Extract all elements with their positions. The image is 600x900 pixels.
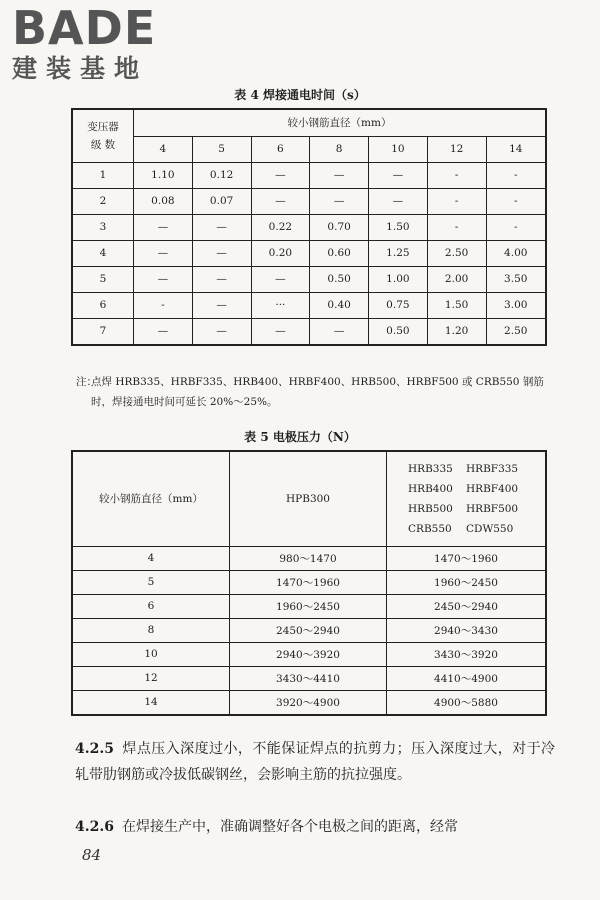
logo [12, 1, 157, 84]
table5 [71, 450, 547, 716]
table5-caption: 表 5 电极压力（N） [244, 430, 356, 444]
table5-hpb-cell: 1470～1960 [230, 570, 387, 594]
table5-diameter-cell: 5 [72, 570, 230, 594]
table4-value-cell: 1.10 [134, 162, 193, 188]
table5-hpb-cell: 980～1470 [230, 546, 387, 570]
table4-value-cell: — [310, 188, 369, 214]
table-row [72, 594, 546, 618]
table-row [72, 162, 546, 188]
table4-grade-cell: 2 [72, 188, 134, 214]
table4-value-cell: 1.25 [369, 240, 428, 266]
table4-grade-cell: 5 [72, 266, 134, 292]
table4-value-cell: — [369, 162, 428, 188]
table4-value-cell: - [134, 292, 193, 318]
table4-diameter-cell: 4 [134, 136, 193, 162]
table5-col1-header: 较小钢筋直径（mm） [72, 451, 230, 546]
table-row [72, 618, 546, 642]
steel-grade: CDW550 [466, 522, 514, 535]
paragraph-text: 焊点压入深度过小，不能保证焊点的抗剪力；压入深度过大，对于冷轧带肋钢筋或冷拔低碳钢丝，会影响主筋的抗拉强度。 [75, 741, 555, 783]
table5-hrb-cell: 4900～5880 [387, 690, 547, 715]
table-row [72, 292, 546, 318]
table4-diameter-cell: 8 [310, 136, 369, 162]
table5-hrb-cell: 1470～1960 [387, 546, 547, 570]
table5-hpb-cell: 2940～3920 [230, 642, 387, 666]
steel-grade: HRB500 [408, 502, 453, 515]
table4-value-cell: — [192, 292, 251, 318]
table5-hrb-cell: 1960～2450 [387, 570, 547, 594]
table5-col2-header: HPB300 [230, 451, 387, 546]
steel-grade: HRB335 [408, 462, 453, 475]
table4-value-cell: — [192, 266, 251, 292]
table-row [72, 266, 546, 292]
table4-value-cell: 4.00 [486, 240, 546, 266]
steel-grade: CRB550 [408, 522, 452, 535]
table5-diameter-cell: 10 [72, 642, 230, 666]
table4-diameter-cell: 6 [251, 136, 310, 162]
table4-value-cell: 0.50 [369, 318, 428, 345]
table-row [72, 240, 546, 266]
paragraph-4-2-5 [75, 736, 555, 788]
steel-grade-line [387, 459, 545, 479]
table4-value-cell: — [251, 188, 310, 214]
table5-hpb-cell: 1960～2450 [230, 594, 387, 618]
table4-value-cell: — [251, 318, 310, 345]
table4-value-cell: — [192, 318, 251, 345]
table5-col3-header [387, 451, 547, 546]
logo-subtitle: 建装基地 [12, 54, 149, 83]
table5-hrb-cell: 2450～2940 [387, 594, 547, 618]
table4-value-cell: — [134, 214, 193, 240]
table4-value-cell: - [486, 162, 546, 188]
table4-value-cell: — [251, 266, 310, 292]
table4-grade-cell: 7 [72, 318, 134, 345]
page-number: 84 [82, 846, 102, 864]
table4-value-cell: 2.00 [427, 266, 486, 292]
table4-grade-cell: 4 [72, 240, 134, 266]
table4-value-cell: - [427, 188, 486, 214]
table4-value-cell: 1.20 [427, 318, 486, 345]
table5-hpb-cell: 2450～2940 [230, 618, 387, 642]
steel-grade-line [387, 519, 545, 539]
steel-grade: HRB400 [408, 482, 453, 495]
table-row [72, 188, 546, 214]
table5-diameter-cell: 6 [72, 594, 230, 618]
table4-grade-cell: 6 [72, 292, 134, 318]
table4-grade-cell: 1 [72, 162, 134, 188]
table-row [72, 214, 546, 240]
table4-value-cell: 3.00 [486, 292, 546, 318]
table4-value-cell: 2.50 [427, 240, 486, 266]
table5-hpb-cell: 3920～4900 [230, 690, 387, 715]
table4-value-cell: — [134, 266, 193, 292]
table-row [72, 690, 546, 715]
paragraph-number: 4.2.5 [75, 741, 114, 757]
table5-diameter-cell: 4 [72, 546, 230, 570]
table4-value-cell: — [369, 188, 428, 214]
table4-diameter-group-header: 较小钢筋直径（mm） [134, 109, 547, 136]
table4-value-cell: 0.08 [134, 188, 193, 214]
table4-diameter-row [72, 136, 546, 162]
table4-diameter-cell: 12 [427, 136, 486, 162]
table4-value-cell: — [134, 318, 193, 345]
table-row [72, 642, 546, 666]
table-row [72, 570, 546, 594]
table5-hrb-cell: 3430～3920 [387, 642, 547, 666]
table5-diameter-cell: 8 [72, 618, 230, 642]
steel-grade-line [387, 479, 545, 499]
logo-brand: BADE [12, 1, 157, 55]
table4-value-cell: — [192, 214, 251, 240]
table5-diameter-cell: 14 [72, 690, 230, 715]
table4-note [76, 372, 561, 412]
table4-grade-header [72, 109, 134, 162]
steel-grade: HRBF335 [466, 462, 519, 475]
table4-value-cell: 3.50 [486, 266, 546, 292]
table5-hrb-cell: 4410～4900 [387, 666, 547, 690]
table4-value-cell: - [427, 162, 486, 188]
table4-diameter-cell: 5 [192, 136, 251, 162]
table4-diameter-cell: 10 [369, 136, 428, 162]
table4-value-cell: 1.50 [427, 292, 486, 318]
table4-grade-header-line2: 级 数 [90, 138, 116, 151]
table4-value-cell: 0.22 [251, 214, 310, 240]
table4-value-cell: - [486, 188, 546, 214]
note-label: 注： [76, 376, 97, 388]
steel-grade: HRBF400 [466, 482, 519, 495]
table4-value-cell: 2.50 [486, 318, 546, 345]
table5-hrb-cell: 2940～3430 [387, 618, 547, 642]
paragraph-text: 在焊接生产中，准确调整好各个电极之间的距离，经常 [121, 819, 458, 835]
table4-diameter-cell: 14 [486, 136, 546, 162]
table4-value-cell: - [427, 214, 486, 240]
table4-value-cell: 1.50 [369, 214, 428, 240]
table-row [72, 666, 546, 690]
table4-value-cell: 0.20 [251, 240, 310, 266]
note-text: 点焊 HRB335、HRBF335、HRB400、HRBF400、HRB500、HRBF500 或 CRB550 钢筋时，焊接通电时间可延长 20%～25%。 [91, 376, 544, 408]
table4-value-cell: 0.50 [310, 266, 369, 292]
table4-value-cell: — [251, 162, 310, 188]
steel-grade: HRBF500 [466, 502, 519, 515]
table4-caption: 表 4 焊接通电时间（s） [234, 88, 366, 102]
table4-value-cell: 0.60 [310, 240, 369, 266]
paragraph-number: 4.2.6 [75, 819, 114, 835]
table-row [72, 318, 546, 345]
table-row [72, 546, 546, 570]
table4-value-cell: ··· [251, 292, 310, 318]
table4-grade-header-line1: 变压器 [87, 120, 119, 133]
table5-diameter-cell: 12 [72, 666, 230, 690]
table4-value-cell: 0.75 [369, 292, 428, 318]
table4-value-cell: 0.12 [192, 162, 251, 188]
table4-value-cell: 0.07 [192, 188, 251, 214]
table4-value-cell: 1.00 [369, 266, 428, 292]
table4-value-cell: — [310, 318, 369, 345]
table4-value-cell: 0.40 [310, 292, 369, 318]
table4-value-cell: — [192, 240, 251, 266]
table4-value-cell: 0.70 [310, 214, 369, 240]
table4-value-cell: — [134, 240, 193, 266]
table4-value-cell: — [310, 162, 369, 188]
table5-hpb-cell: 3430～4410 [230, 666, 387, 690]
table4-grade-cell: 3 [72, 214, 134, 240]
paragraph-4-2-6 [75, 814, 555, 840]
table4 [71, 108, 547, 346]
steel-grade-line [387, 499, 545, 519]
table4-value-cell: - [486, 214, 546, 240]
